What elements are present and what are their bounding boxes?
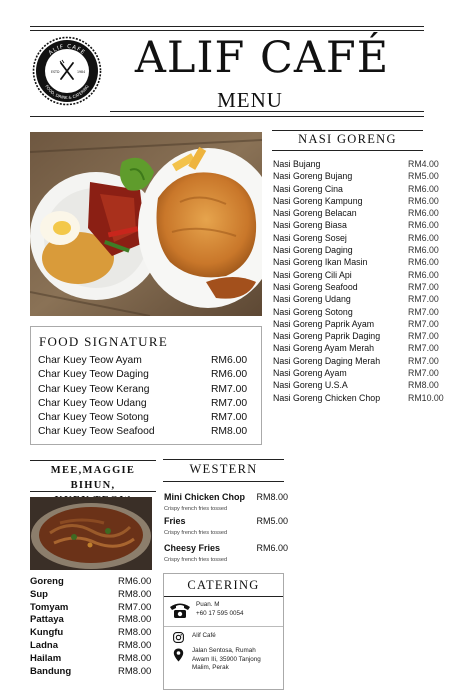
menu-item-price: RM8.00 (118, 652, 152, 664)
menu-item (38, 425, 250, 439)
menu-item (30, 602, 154, 615)
menu-item-price: RM7.00 (118, 601, 152, 613)
menu-item-price: RM6.00 (211, 369, 248, 381)
food-signature-heading: FOOD SIGNATURE (39, 334, 169, 349)
menu-item-name: Nasi Goreng Daging (273, 245, 353, 256)
western-item (164, 543, 288, 563)
catering-contact-name: Puan. M (196, 601, 220, 608)
food-photo (30, 132, 262, 316)
catering-head-rule (164, 596, 283, 597)
menu-item-name: Nasi Bujang (273, 159, 321, 169)
menu-item-price: RM7.00 (211, 412, 248, 424)
menu-item-price: RM6.00 (408, 195, 439, 206)
nasi-head-rule-top (272, 130, 423, 131)
catering-address-line1: Jalan Sentosa, Rumah (192, 647, 256, 654)
menu-item-name: Nasi Goreng U.S.A (273, 380, 348, 391)
menu-item-price: RM8.00 (118, 627, 152, 639)
menu-item-price: RM7.00 (408, 368, 439, 379)
menu-item (273, 306, 441, 318)
menu-item-name: Nasi Goreng Biasa (273, 220, 347, 231)
western-item-desc: Crispy french fries tossed (164, 530, 228, 536)
menu-item-price: RM6.00 (118, 576, 152, 587)
menu-item (273, 183, 441, 195)
menu-item-name: Nasi Goreng Kampung (273, 195, 363, 206)
menu-item-price: RM10.00 (408, 392, 444, 403)
menu-item-name: Sup (30, 588, 48, 600)
menu-item-name: Goreng (30, 576, 64, 587)
menu-item-price: RM7.00 (408, 343, 439, 354)
menu-item (273, 232, 441, 244)
menu-item-name: Nasi Goreng Udang (273, 294, 351, 305)
menu-item-name: Nasi Goreng Sotong (273, 306, 353, 317)
catering-business: Alif Café (192, 632, 216, 639)
food-signature-list (38, 354, 250, 440)
menu-item-price: RM7.00 (408, 331, 439, 342)
menu-item-name: Nasi Goreng Ayam (273, 368, 347, 379)
menu-item (273, 195, 441, 207)
menu-item (273, 281, 441, 293)
western-item-name: Cheesy Fries (164, 543, 221, 553)
menu-item-name: Char Kuey Teow Seafood (38, 426, 155, 438)
menu-item (38, 354, 250, 368)
menu-item (273, 269, 441, 281)
menu-item-price: RM6.00 (408, 269, 439, 280)
header-rule-2 (30, 116, 424, 117)
menu-item-name: Nasi Goreng Cina (273, 183, 343, 194)
menu-item (30, 614, 154, 627)
catering-address-line2: Awam IIi, 35900 Tanjong (192, 655, 261, 663)
logo-est-label: ESTD (51, 70, 60, 74)
menu-item-name: Nasi Goreng Belacan (273, 208, 357, 219)
logo-ring-text: ALIF CAFE (47, 43, 87, 57)
menu-item-price: RM7.00 (408, 318, 439, 329)
menu-item-name: Nasi Goreng Chicken Chop (273, 392, 381, 403)
menu-item (273, 158, 441, 170)
menu-item-price: RM6.00 (211, 355, 248, 366)
menu-item-name: Char Kuey Teow Kerang (38, 383, 150, 395)
menu-item-price: RM7.00 (211, 397, 248, 409)
menu-item-price: RM4.00 (408, 159, 439, 169)
instagram-icon[interactable] (173, 630, 184, 648)
menu-item-name: Char Kuey Teow Ayam (38, 355, 142, 366)
mee-head-rule-bottom (30, 491, 156, 492)
western-heading: WESTERN (189, 462, 258, 476)
western-head-rule-top (163, 459, 284, 460)
menu-item (273, 379, 441, 391)
menu-item (273, 170, 441, 182)
telephone-icon (169, 601, 191, 624)
menu-item (273, 330, 441, 342)
mee-list (30, 576, 154, 678)
catering-address (192, 647, 261, 673)
catering-heading: CATERING (187, 578, 260, 592)
menu-item-price: RM5.00 (408, 171, 439, 182)
menu-item (273, 244, 441, 256)
mee-head-rule-top (30, 460, 156, 461)
menu-item (38, 411, 250, 425)
menu-item (273, 207, 441, 219)
menu-item (30, 666, 154, 679)
western-item-name: Mini Chicken Chop (164, 492, 245, 502)
menu-item-price: RM8.00 (118, 614, 152, 626)
menu-item-price: RM6.00 (408, 245, 439, 256)
menu-item-price: RM7.00 (408, 294, 439, 305)
menu-item-name: Char Kuey Teow Sotong (38, 412, 149, 424)
menu-item (273, 392, 444, 404)
menu-item (30, 640, 154, 653)
menu-item-price: RM7.00 (408, 355, 439, 366)
menu-item-price: RM8.00 (408, 380, 439, 391)
page-title: ALIF CAFÉ (134, 33, 390, 83)
noodle-photo (30, 497, 152, 570)
western-item (164, 492, 288, 512)
menu-item (38, 397, 250, 411)
menu-item-name: Char Kuey Teow Daging (38, 369, 149, 381)
menu-item-name: Char Kuey Teow Udang (38, 397, 147, 409)
menu-item (273, 256, 441, 268)
logo-tagline: FOOD, DRINK & CATERING (44, 83, 90, 101)
menu-item (38, 368, 250, 382)
menu-item-price: RM8.00 (118, 588, 152, 600)
menu-item (273, 318, 441, 330)
menu-item-price: RM7.00 (408, 306, 439, 317)
menu-item-price: RM8.00 (211, 426, 248, 438)
menu-item-price: RM7.00 (408, 281, 439, 292)
menu-item-name: Pattaya (30, 614, 64, 626)
menu-item-name: Kungfu (30, 627, 64, 639)
menu-item-price: RM6.00 (408, 257, 439, 268)
menu-item-name: Nasi Goreng Paprik Ayam (273, 318, 375, 329)
western-item-name: Fries (164, 516, 186, 526)
menu-item-name: Nasi Goreng Sosej (273, 232, 347, 243)
menu-item-name: Nasi Goreng Ikan Masin (273, 257, 368, 268)
menu-item-price: RM6.00 (408, 220, 439, 231)
menu-item-name: Tomyam (30, 601, 69, 613)
menu-item-name: Nasi Goreng Ayam Merah (273, 343, 375, 354)
cafe-logo (32, 36, 102, 106)
menu-item-price: RM8.00 (118, 665, 152, 677)
western-item-price: RM5.00 (256, 516, 288, 526)
menu-item (273, 367, 441, 379)
menu-item-name: Nasi Goreng Bujang (273, 171, 353, 182)
western-item-desc: Crispy french fries tossed (164, 506, 228, 512)
menu-item (273, 293, 441, 305)
logo-est-year: 1984 (77, 70, 86, 74)
catering-phone[interactable]: +60 17 595 0054 (196, 610, 244, 617)
nasi-goreng-heading: NASI GORENG (298, 132, 397, 146)
menu-item-name: Bandung (30, 665, 72, 677)
western-head-rule-bottom (163, 481, 284, 482)
menu-item-price: RM8.00 (118, 639, 152, 651)
menu-item (38, 383, 250, 397)
nasi-head-rule-bottom (272, 150, 423, 151)
menu-item-name: Ladna (30, 639, 58, 651)
western-item-price: RM6.00 (256, 543, 288, 553)
menu-item-price: RM7.00 (211, 383, 248, 395)
menu-item (30, 627, 154, 640)
menu-item (273, 355, 441, 367)
food-signature-box (30, 326, 262, 445)
top-rule-1 (30, 26, 424, 27)
menu-item (30, 576, 154, 589)
menu-item-name: Hailam (30, 652, 62, 664)
western-item-desc: Crispy french fries tossed (164, 557, 228, 563)
menu-item-price: RM6.00 (408, 232, 439, 243)
western-item (164, 516, 288, 536)
menu-item (273, 219, 441, 231)
menu-item-name: Nasi Goreng Daging Merah (273, 355, 381, 366)
menu-item (30, 653, 154, 666)
menu-item-name: Nasi Goreng Paprik Daging (273, 331, 381, 342)
nasi-goreng-list (273, 158, 444, 404)
catering-box (163, 573, 284, 690)
western-item-price: RM8.00 (256, 492, 288, 502)
location-pin-icon (173, 648, 184, 667)
menu-item-name: Nasi Goreng Cili Api (273, 269, 352, 280)
menu-item-price: RM6.00 (408, 183, 439, 194)
catering-address-line3: Malim, Perak (192, 664, 229, 671)
menu-item (30, 589, 154, 602)
mee-heading-line1: MEE,MAGGIE BIHUN, (50, 465, 136, 491)
catering-divider (164, 626, 283, 627)
menu-item-price: RM6.00 (408, 208, 439, 219)
menu-item-name: Nasi Goreng Seafood (273, 281, 358, 292)
menu-item (273, 342, 441, 354)
menu-subtitle: MENU (217, 88, 283, 112)
